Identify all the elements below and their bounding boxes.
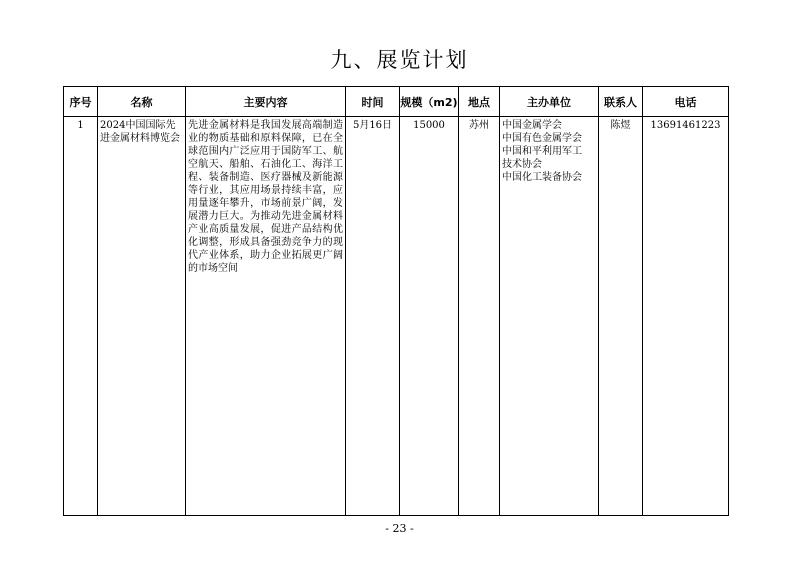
cell-contact: 陈煜	[599, 117, 643, 516]
header-phone: 电话	[643, 87, 729, 117]
cell-no: 1	[64, 117, 98, 516]
header-time: 时间	[346, 87, 400, 117]
table-row	[64, 117, 729, 516]
cell-name: 2024中国国际先进金属材料博览会	[98, 117, 186, 516]
organizer-line: 技术协会	[502, 159, 542, 170]
cell-scale: 15000	[400, 117, 459, 516]
header-scale: 规模（m2)	[400, 87, 459, 117]
cell-time: 5月16日	[346, 117, 400, 516]
organizer-line: 中国化工装备协会	[502, 172, 582, 183]
organizer-line: 中国金属学会	[502, 120, 562, 131]
organizer-line: 中国有色金属学会	[502, 133, 582, 144]
cell-content: 先进金属材料是我国发展高端制造业的物质基础和原料保障，已在全球范围内广泛应用于国防军工、航空航天、船舶、石油化工、海洋工程、装备制造、医疗器械及新能源等行业，其应用场景持续丰富，应用量逐年攀升，市场前景广阔，发展潜力巨大。为推动先进金属材料产业高质量发展，促进产品结构优化调整，形成具备强劲竞争力的现代产业体系，助力企业拓展更广阔的市场空间	[186, 117, 346, 516]
organizer-line: 中国和平利用军工	[502, 146, 582, 157]
page-title: 九、展览计划	[330, 48, 469, 72]
header-location: 地点	[459, 87, 500, 117]
cell-phone: 13691461223	[643, 117, 729, 516]
cell-location: 苏州	[459, 117, 500, 516]
page-number: - 23 -	[385, 522, 414, 535]
exhibition-plan-table	[63, 86, 729, 516]
header-organizer: 主办单位	[500, 87, 599, 117]
header-contact: 联系人	[599, 87, 643, 117]
cell-organizer	[500, 117, 599, 516]
header-no: 序号	[64, 87, 98, 117]
header-content: 主要内容	[186, 87, 346, 117]
header-name: 名称	[98, 87, 186, 117]
table-header-row	[64, 87, 729, 117]
